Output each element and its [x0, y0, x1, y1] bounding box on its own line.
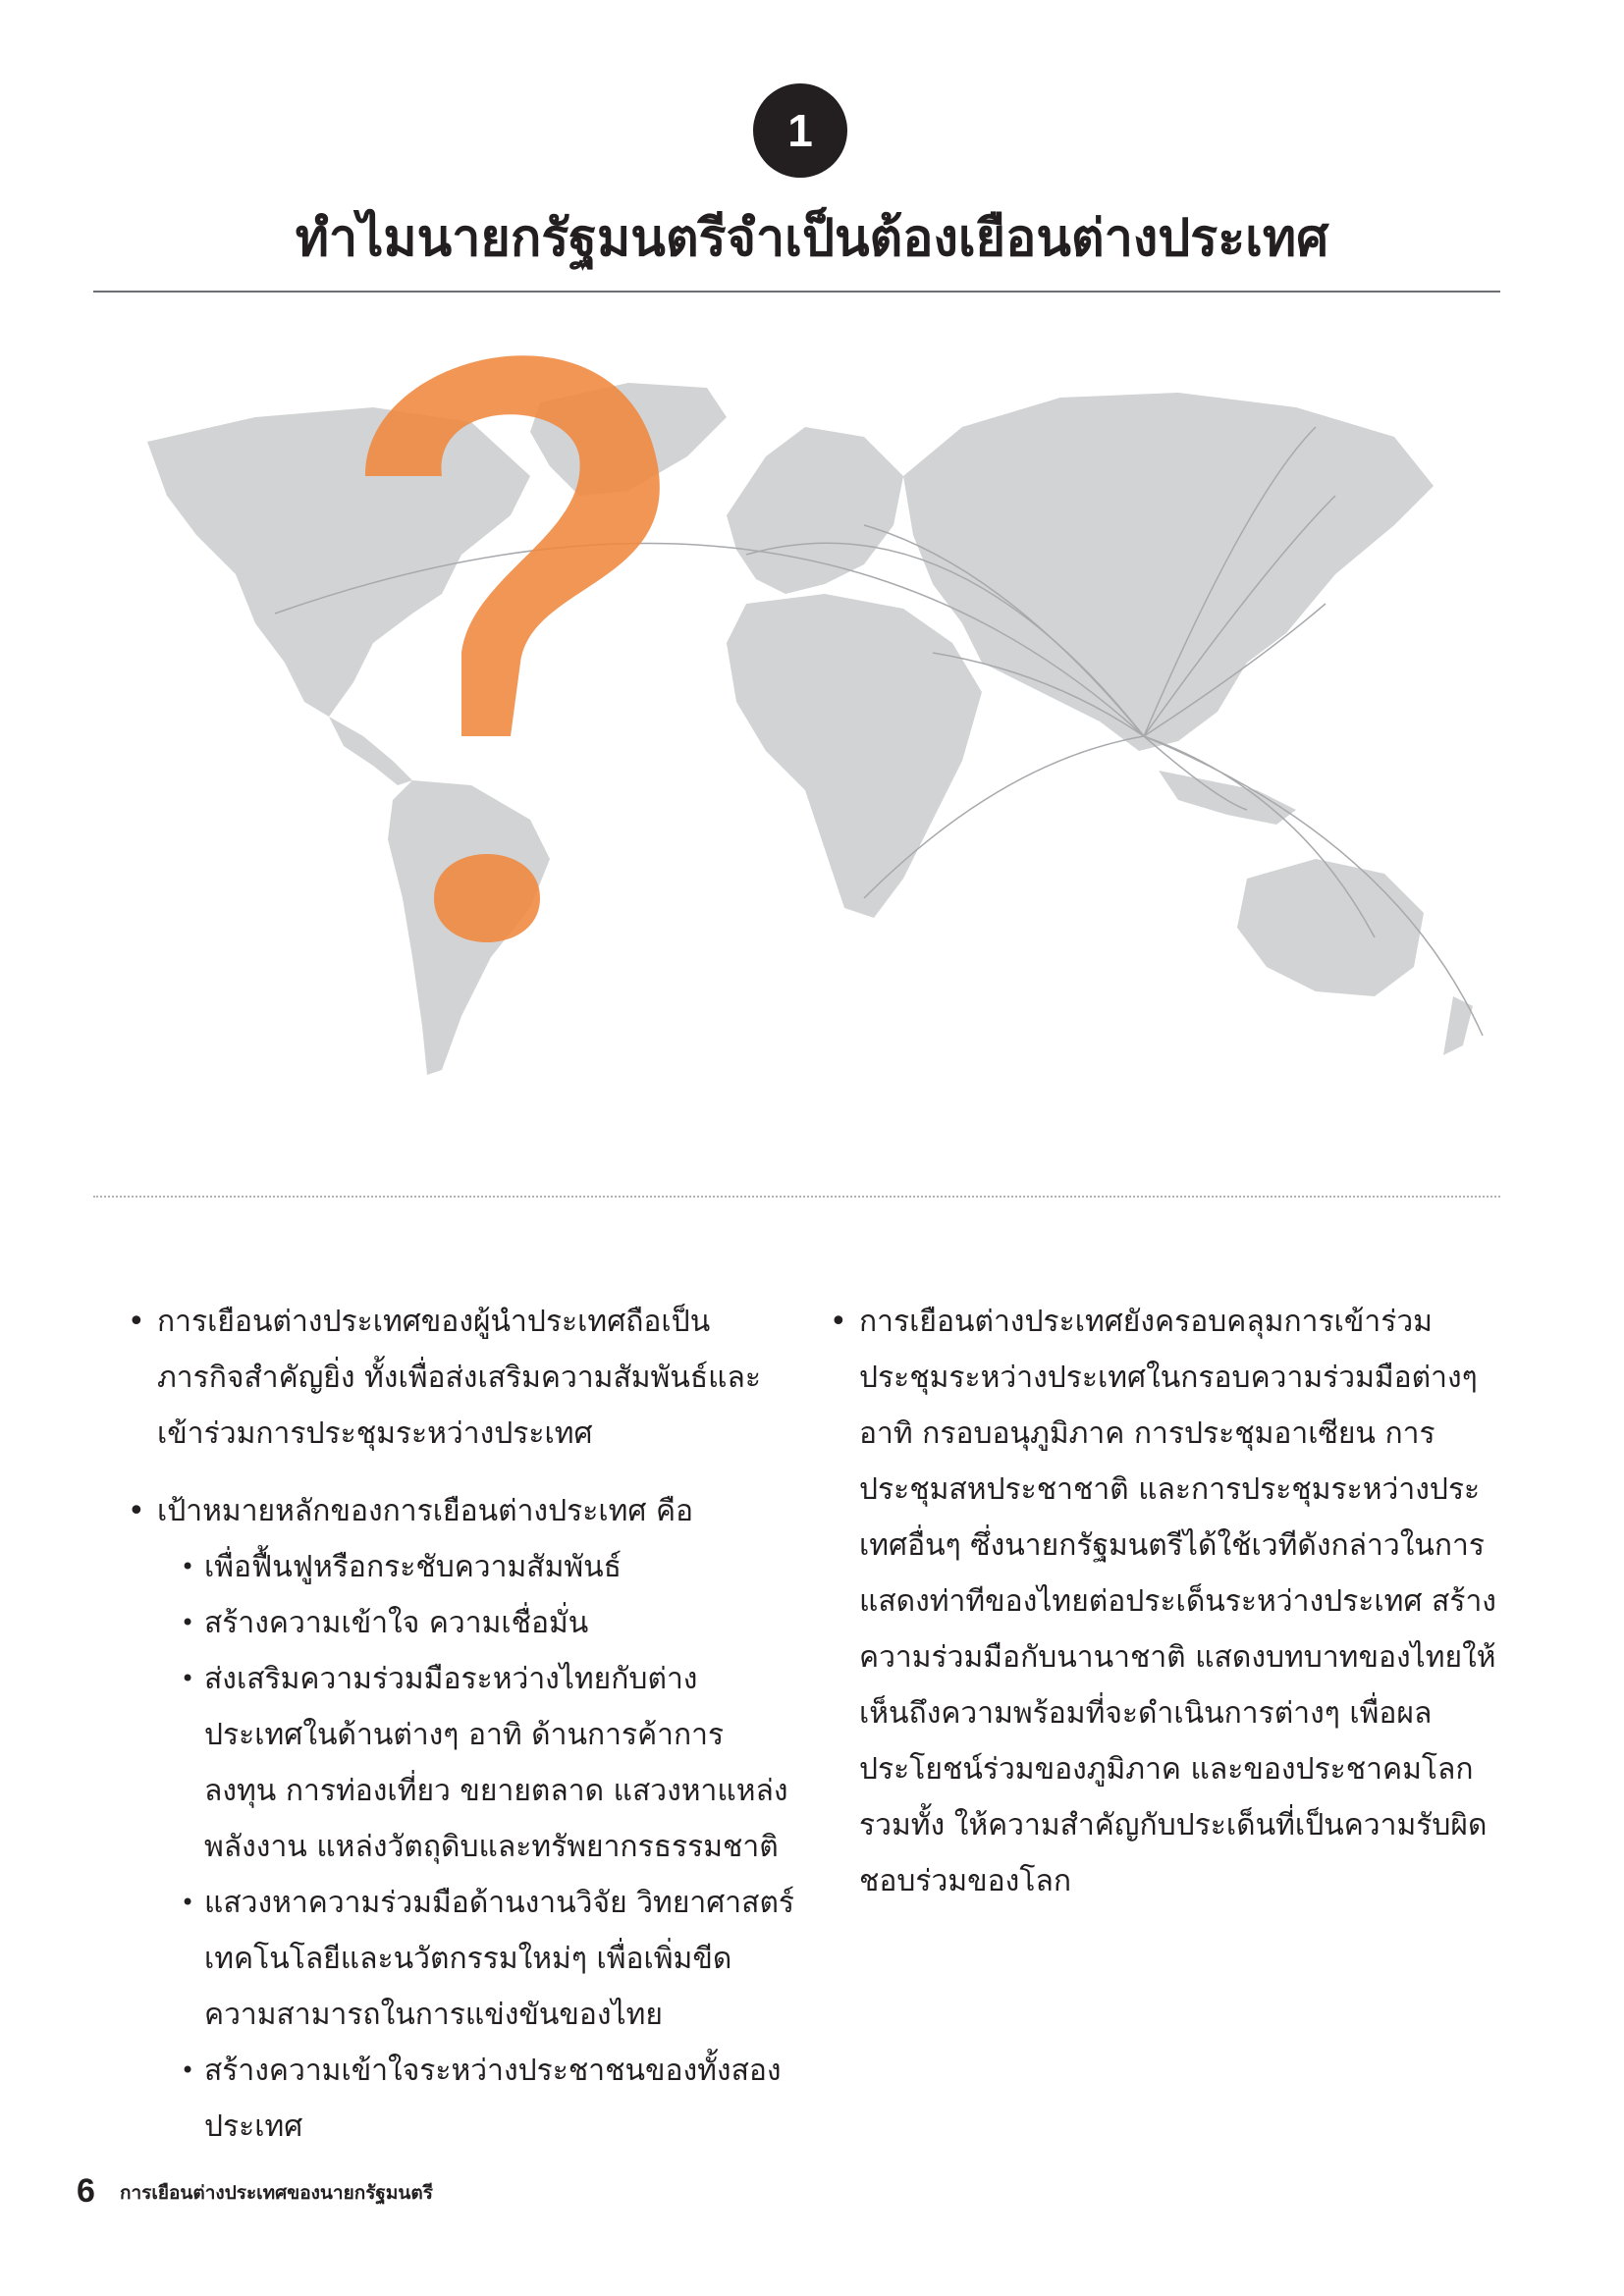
visit-goals-heading: เป้าหมายหลักของการเยือนต่างประเทศ คือ: [157, 1494, 694, 1528]
asia-landmass: [903, 393, 1434, 751]
title-divider: [93, 291, 1500, 293]
main-bullet-list: [128, 1294, 795, 2155]
chapter-number-badge: 1: [753, 83, 847, 178]
world-map: [147, 383, 1473, 1075]
page-number: 6: [77, 2172, 95, 2210]
goal-item: • เพื่อฟื้นฟูหรือกระชับความสัมพันธ์: [157, 1539, 795, 1595]
question-mark-dot: [434, 854, 540, 942]
goal-item: • แสวงหาความร่วมมือด้านงานวิจัย วิทยาศาสตร์ เทคโนโลยีและนวัตกรรมใหม่ๆ เพื่อเพิ่มขีดความสามารถในการแข่งขันของไทย: [157, 1875, 795, 2043]
left-column: [128, 1294, 795, 2155]
europe-landmass: [727, 427, 903, 594]
page-title: ทำไมนายกรัฐมนตรีจำเป็นต้องเยือนต่างประเทศ: [295, 209, 1329, 268]
bullet-visit-importance: • การเยือนต่างประเทศของผู้นำประเทศถือเป็นภารกิจสำคัญยิ่ง ทั้งเพื่อส่งเสริมความสัมพันธ์และเข้าร่วมการประชุมระหว่างประเทศ: [128, 1294, 795, 1462]
australia-landmass: [1237, 859, 1424, 996]
right-column: [830, 1294, 1497, 1909]
goal-item: • ส่งเสริมความร่วมมือระหว่างไทยกับต่างประเทศในด้านต่างๆ อาทิ ด้านการค้าการลงทุน การท่องเที่ยว ขยายตลาด แสวงหาแหล่งพลังงาน แหล่งวัตถุดิบและทรัพยากรธรรมชาติ: [157, 1651, 795, 1875]
bullet-international-meetings: • การเยือนต่างประเทศยังครอบคลุมการเข้าร่วมประชุมระหว่างประเทศในกรอบความร่วมมือต่างๆ อาทิ กรอบอนุภูมิภาค การประชุมอาเซียน การประชุมสหประชาชาติ และการประชุมระหว่างประเทศอื่นๆ ซึ่งนายกรัฐมนตรีได้ใช้เวทีดังกล่าวในการแสดงท่าทีของไทยต่อประเด็นระหว่างประเทศ สร้างความร่วมมือกับนานาชาติ แสดงบทบาทของไทยให้เห็นถึงความพร้อมที่จะดำเนินการต่างๆ เพื่อผลประโยชน์ร่วมของภูมิภาค และของประชาคมโลก รวมทั้ง ให้ความสำคัญกับประเด็นที่เป็นความรับผิดชอบร่วมของโลก: [830, 1294, 1497, 1909]
section-divider: [93, 1196, 1500, 1198]
goal-item: • สร้างความเข้าใจระหว่างประชาชนของทั้งสองประเทศ: [157, 2043, 795, 2155]
visit-goals-list: [157, 1539, 795, 2155]
goal-item: • สร้างความเข้าใจ ความเชื่อมั่น: [157, 1595, 795, 1651]
running-title: การเยือนต่างประเทศของนายกรัฐมนตรี: [120, 2182, 433, 2204]
right-bullet-list: [830, 1294, 1497, 1909]
southeast-asia-islands: [1159, 771, 1296, 825]
africa-landmass: [727, 594, 982, 918]
bullet-visit-goals: [128, 1483, 795, 2155]
world-map-question-illustration: [118, 348, 1492, 1134]
central-america-landmass: [329, 717, 412, 785]
